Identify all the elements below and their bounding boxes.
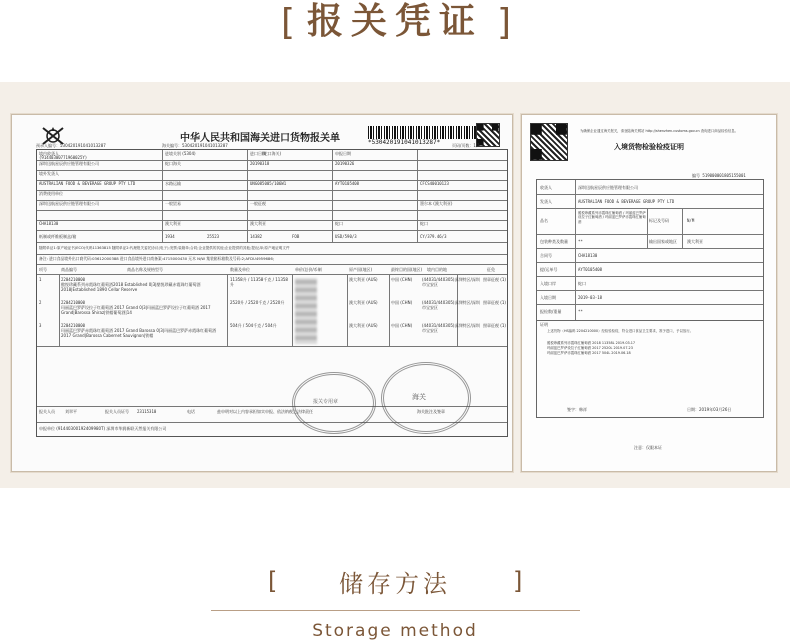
- item-dest: 中国 (CHN): [391, 277, 413, 282]
- col-origin: 原产国(地区): [349, 267, 373, 272]
- item-no: 2: [39, 300, 42, 305]
- declarant-cert-label: 报关人员证号: [105, 409, 129, 414]
- col-duty: 征免: [487, 267, 495, 272]
- col-qty: 数量及单位: [230, 267, 250, 272]
- phone-label: 电话: [187, 409, 195, 414]
- row-value: 深圳迅航星辰供应链管理有限公司: [578, 185, 638, 190]
- col-item-no: 项号: [39, 267, 47, 272]
- consumer-label: 消费使用单位: [39, 191, 63, 196]
- vessel: UNG085005/106W1: [250, 181, 287, 186]
- customs-office: (蛇口海关): [262, 151, 282, 156]
- supervision-mode: 一般贸易: [165, 201, 181, 206]
- consignee-label: 境内收货人: [39, 151, 59, 156]
- proof-label: 证明: [540, 322, 548, 327]
- dest-port: 蛇口: [335, 221, 343, 226]
- row-label: 包装种类及数量: [540, 239, 568, 244]
- bracket-left: [: [281, 2, 296, 43]
- trade-terms: FOB: [292, 234, 300, 239]
- row-value: **: [578, 309, 583, 314]
- declaration-table: [36, 149, 508, 437]
- item-name: 玛丽蓝巴罗萨设拉子红葡萄酒 2017 Grand 0|3|玛丽蓝巴罗萨设拉子红葡萄酒 2017 Grand|Barossa Shiraz|铁帽葡萄酒|14: [61, 305, 211, 315]
- customs-no: 海关编号：530420191041013287: [162, 143, 228, 148]
- proof-section: [536, 319, 764, 418]
- row-label: 合同号: [540, 253, 552, 258]
- item-dest: 中国 (CHN): [391, 300, 413, 305]
- declarant-cert: 23115310: [137, 409, 157, 414]
- item-qty: 504升 / 504千克 / 504升: [230, 323, 277, 328]
- record-no: CFCS40010123: [420, 181, 449, 186]
- item-origin: 澳大利亚 (AUS): [349, 277, 378, 282]
- contract-no: CHA18130: [39, 221, 59, 226]
- col-code: 商品编号: [61, 267, 77, 272]
- item-domestic: (44031/440305)深圳特区/深圳市宝安区: [422, 323, 480, 333]
- import-date: 20190318: [250, 161, 270, 166]
- item-duty: 照章征税 (1): [483, 277, 506, 282]
- col-domestic: 境内目的地: [427, 267, 447, 272]
- list-item: 玛丽蓝巴罗萨设拉子红葡萄酒 2017 2520L 2019.07.23: [547, 346, 633, 350]
- item-qty: 11358升 / 11358千克 / 11358升: [230, 277, 288, 287]
- col-dest: 最终目的国(地区): [391, 267, 423, 272]
- row-value: **: [578, 239, 583, 244]
- pre-entry-no: 预录入编号：530420191041013287: [36, 143, 106, 148]
- import-date-label: 进口日期: [250, 151, 266, 156]
- transport-mode: 水路运输: [165, 181, 181, 186]
- overseas-shipper-label: 境外发货人: [39, 171, 59, 176]
- gross-weight: 25523: [207, 234, 220, 239]
- item-no: 3: [39, 323, 42, 328]
- row-value: 酩悦珍藏系列赤霞珠红葡萄酒 / 玛丽蓝巴罗萨设拉子红葡萄酒 / 玛丽蓝巴罗萨赤霞珠红葡萄酒: [578, 211, 646, 224]
- list-item: 玛丽蓝巴罗萨赤霞珠红葡萄酒 2017 504L 2019.06.18: [547, 351, 631, 355]
- overseas-shipper: AUSTRALIAN FOOD & BEVERAGE GROUP PTY LTD: [39, 181, 136, 186]
- item-qty: 2520升 / 2520千克 / 2520升: [230, 300, 285, 305]
- inspection-certificate-scan: [521, 114, 777, 472]
- declaration-title: 中华人民共和国海关进口货物报关单: [180, 133, 340, 144]
- departure-port: 墨尔本 (澳大利亚): [420, 201, 453, 206]
- divider: [211, 610, 580, 611]
- trade-country: 澳大利亚: [165, 221, 181, 226]
- customs-declaration-scan: [11, 114, 513, 472]
- row-label: 入境口岸: [540, 281, 556, 286]
- signature-label: 签字：韩祥: [567, 407, 587, 412]
- declaring-unit: 申报单位 (91440300192409980T) 深圳市华润新联天然报关有限公司: [39, 426, 167, 431]
- declare-date: 20190326: [335, 161, 355, 166]
- customs-seal: 海关: [381, 362, 471, 434]
- item-code: 2204210000: [61, 323, 86, 328]
- row-value: 澳大利亚: [687, 239, 703, 244]
- item-code: 2204210000: [61, 300, 86, 305]
- bracket-right: ]: [497, 2, 512, 43]
- bracket-left-2: [: [268, 567, 278, 595]
- bill-of-lading: AYT0105408: [335, 181, 360, 186]
- bracket-right-2: ]: [513, 567, 523, 595]
- net-weight: 14382: [250, 234, 263, 239]
- row-label: 输出国家或地区: [649, 239, 677, 244]
- consignee: 深圳迅航星辰供应链管理有限公司: [39, 161, 99, 166]
- customs-stamp: 报关专用章: [292, 372, 376, 434]
- storage-subtitle: Storage method: [312, 621, 478, 641]
- item-name: 玛丽蓝巴罗萨赤霞珠红葡萄酒 2017 Grand Barossa 0|3|玛丽蓝巴罗萨赤霞珠红葡萄酒 2017 Grand|Barossa Cabernet Sauvignon|铁帽: [61, 328, 217, 338]
- entry-port: 蛇口: [420, 221, 428, 226]
- item-name: 酩悦珍藏系列赤霞珠红葡萄酒2018 Established 0|3|酩悦珍藏赤霞珠红葡萄酒 2018|Established 1890 Cellar Reserve: [61, 282, 201, 292]
- barcode-number: *530420191041013287*: [368, 139, 441, 146]
- customs-remarks-label: 海关批注及签章: [417, 409, 445, 414]
- item-origin: 澳大利亚 (AUS): [349, 323, 378, 328]
- row-label: 收货人: [540, 185, 552, 190]
- row-value: CHA18130: [578, 253, 598, 258]
- certificate-title: 入境货物检验检疫证明: [614, 143, 684, 151]
- remarks: 备注: 进口食品境外出口商代码:03612000388 进口食品境外进口商备案:4715000430 无木 N/W 集装箱标箱数及号码:2;AFDU4959686;: [39, 256, 275, 261]
- specs-label: 标记及号码: [649, 218, 669, 223]
- certificate-no: 编号 519000001805155001: [692, 173, 746, 178]
- row-value: 2019-03-18: [578, 295, 603, 300]
- table-row: [37, 323, 507, 345]
- row-label: 报检数/重量: [540, 309, 562, 314]
- barcode: [368, 126, 480, 139]
- freight: USD/590/3: [335, 234, 357, 239]
- table-row: [37, 277, 507, 299]
- section-header: [0, 0, 790, 56]
- item-no: 1: [39, 277, 42, 282]
- page-indicator: 页码/页数：1/1: [452, 143, 480, 148]
- item-domestic: (44031/440305)深圳特区/深圳市宝安区: [422, 277, 480, 287]
- item-dest: 中国 (CHN): [391, 323, 413, 328]
- consignee-code: (91440300771960025Y): [39, 155, 88, 160]
- declaration-statement: 兹申明对以上内容承担如实申报、依法纳税之法律责任: [217, 409, 313, 414]
- row-label: 品名: [540, 218, 548, 223]
- packaging: 纸制或纤维板制盒/箱: [39, 234, 77, 239]
- row-label: 发货人: [540, 199, 552, 204]
- col-price: 单价/总价/币制: [295, 267, 322, 272]
- insurance: CY/379.46/3: [420, 234, 447, 239]
- certificate-table: [536, 179, 764, 321]
- row-value: AUSTRALIAN FOOD & BEVERAGE GROUP PTY LTD: [578, 199, 675, 204]
- table-row: [37, 300, 507, 322]
- item-origin: 澳大利亚 (AUS): [349, 300, 378, 305]
- section-title: 报关凭证: [306, 1, 483, 42]
- redacted-price: [295, 278, 317, 344]
- declare-date-label: 申报日期: [335, 151, 351, 156]
- footer-note: 注意：仅限本证: [634, 445, 662, 450]
- date-label: 日期：2019年03月26日: [687, 407, 732, 412]
- declarant: 刘翠平: [65, 409, 77, 414]
- list-item: 酩悦珍藏系列赤霞珠红葡萄酒 2018 11358L 2019.03.17: [547, 341, 636, 345]
- specs-value: N/M: [687, 218, 695, 223]
- row-value: AYT0105408: [578, 267, 603, 272]
- storage-title: 储存方法: [339, 570, 451, 598]
- tax-nature: 一般征税: [250, 201, 266, 206]
- item-code: 2204210000: [61, 277, 86, 282]
- proof-text: 上述货物（HS编码 2204210000）经检验检疫，符合进口食品卫生要求，准予进口，予以放行。: [547, 329, 694, 333]
- row-label: 提/运单号: [540, 267, 558, 272]
- row-value: 蛇口: [578, 281, 586, 286]
- item-duty: 照章征税 (1): [483, 323, 506, 328]
- packages: 1934: [165, 234, 175, 239]
- consumer: 深圳迅航星辰供应链管理有限公司: [39, 201, 99, 206]
- col-name: 商品名称及规格型号: [127, 267, 163, 272]
- origin-country: 澳大利亚: [250, 221, 266, 226]
- item-domestic: (44031/440305)深圳特区/深圳市宝安区: [422, 300, 480, 310]
- import-port-label: 进境关别 (5304): [165, 151, 196, 156]
- import-port: 蛇口海关: [165, 161, 181, 166]
- declarant-label: 报关人员: [39, 409, 55, 414]
- other-docs: 随附单证1:原产地证书(ECO)代码11363815 随附单证2:代理报关委托协议(电子);发票;装箱单;合同;企业提供的其他;企业提供的其他;提/运单;原产地证明文件: [39, 246, 290, 250]
- header-note: 为确保企业通过海关报关，请登陆海关网站 http://shenzhen.customs.gov.cn 查询进口商品检验信息。: [580, 129, 739, 133]
- row-label: 入境日期: [540, 295, 556, 300]
- item-duty: 照章征税 (1): [483, 300, 506, 305]
